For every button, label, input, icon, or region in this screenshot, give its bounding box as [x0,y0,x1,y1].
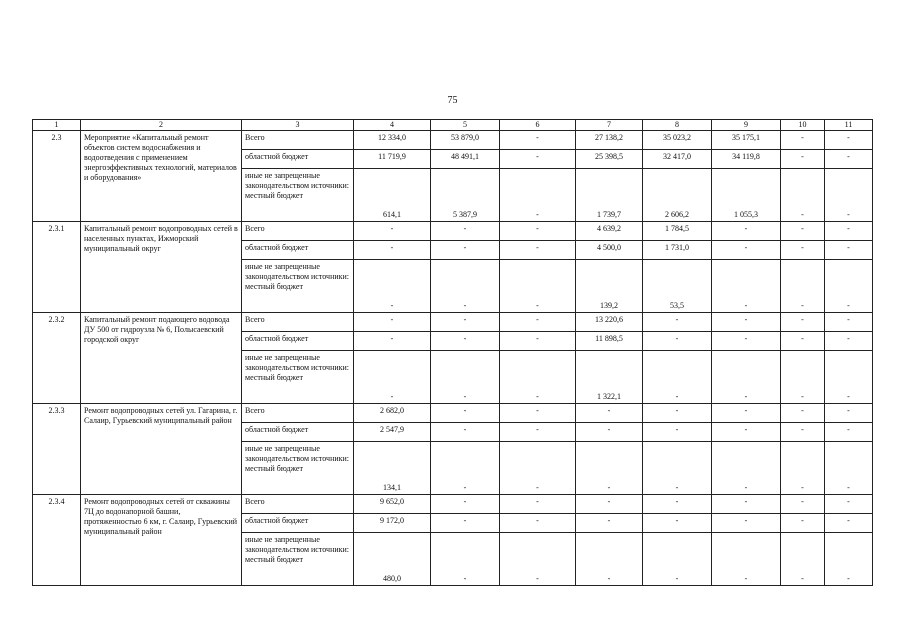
value-cell [500,533,576,586]
value-cell [712,313,781,332]
value-cell [354,442,431,495]
value-text: 1 055,3 [734,210,758,219]
value-cell [712,222,781,241]
value-cell [500,260,576,313]
value-text: - [536,301,539,310]
value-cell [712,423,781,442]
value-cell [500,351,576,404]
value-text: - [744,483,748,492]
value-cell [825,332,873,351]
column-header: 8 [643,120,712,131]
value-cell [431,260,500,313]
funding-source: иные не запрещенные законодательством источники: местный бюджет [242,169,354,222]
value-text: 35 175,1 [732,133,760,142]
value-cell [500,131,576,150]
value-cell [825,423,873,442]
value-text: 134,1 [383,483,401,492]
column-header: 11 [825,120,873,131]
value-text: - [463,243,467,252]
value-cell [354,533,431,586]
value-cell [354,351,431,404]
value-text: - [463,334,467,343]
value-cell [354,169,431,222]
value-cell [781,313,825,332]
value-text: - [847,210,850,219]
value-cell [431,404,500,423]
value-text: - [675,315,679,324]
value-cell [500,241,576,260]
value-text: - [536,334,539,343]
value-cell [643,533,712,586]
value-cell [431,169,500,222]
value-text: 1 322,1 [597,392,621,401]
value-text: - [744,334,748,343]
table-row [33,404,873,423]
value-cell [354,514,431,533]
value-text: - [744,497,748,506]
funding-source: Всего [242,495,354,514]
value-cell [781,131,825,150]
value-cell [712,260,781,313]
value-cell [712,332,781,351]
value-cell [781,260,825,313]
value-text: - [463,483,467,492]
column-header-row [33,120,873,131]
value-text: - [801,152,804,161]
value-text: - [744,406,748,415]
value-cell [576,423,643,442]
value-text: 2 547,9 [380,425,404,434]
value-cell [500,222,576,241]
value-cell [354,313,431,332]
funding-source: иные не запрещенные законодательством источники: местный бюджет [242,533,354,586]
value-cell [712,442,781,495]
value-text: 35 023,2 [663,133,691,142]
value-text: - [536,483,539,492]
value-text: 32 417,0 [663,152,691,161]
value-text: 53 879,0 [451,133,479,142]
value-text: - [744,243,748,252]
value-text: 11 719,9 [378,152,406,161]
value-text: - [847,334,850,343]
table-row [33,131,873,150]
funding-source: иные не запрещенные законодательством источники: местный бюджет [242,260,354,313]
value-text: - [847,315,850,324]
funding-source: иные не запрещенные законодательством источники: местный бюджет [242,442,354,495]
value-text: - [744,516,748,525]
value-cell [643,514,712,533]
value-cell [712,404,781,423]
funding-source: областной бюджет [242,423,354,442]
table-body [33,120,873,586]
value-text: - [801,497,804,506]
value-text: - [675,574,679,583]
value-text: - [847,243,850,252]
item-code: 2.3 [33,131,81,222]
value-cell [500,514,576,533]
value-cell [643,150,712,169]
value-cell [825,241,873,260]
value-text: - [463,392,467,401]
value-cell [825,222,873,241]
value-cell [576,313,643,332]
value-text: - [801,574,804,583]
value-text: - [607,574,611,583]
value-text: 2 682,0 [380,406,404,415]
value-cell [431,495,500,514]
value-text: - [675,425,679,434]
table-row [33,313,873,332]
value-text: - [463,315,467,324]
value-cell [500,495,576,514]
value-text: - [847,425,850,434]
page-number: 75 [447,95,458,106]
value-text: - [801,210,804,219]
value-cell [712,169,781,222]
budget-table [32,119,873,586]
value-cell [643,332,712,351]
value-text: - [847,392,850,401]
value-cell [712,241,781,260]
funding-source: областной бюджет [242,332,354,351]
column-header: 10 [781,120,825,131]
value-cell [354,495,431,514]
value-cell [781,332,825,351]
value-cell [712,131,781,150]
item-name: Ремонт водопроводных сетей от скважины 7Ц до водонапорной башни, протяженностью 6 км, г. Салаир, Гурьевский муниципальный район [81,495,242,586]
value-text: - [744,392,748,401]
value-text: - [536,133,539,142]
value-cell [354,332,431,351]
value-cell [500,332,576,351]
value-cell [431,150,500,169]
value-text: - [801,392,804,401]
value-cell [643,241,712,260]
value-text: - [801,516,804,525]
value-text: - [607,497,611,506]
value-text: - [536,243,539,252]
value-text: - [801,133,804,142]
value-text: - [536,224,539,233]
value-text: - [390,243,394,252]
value-cell [431,222,500,241]
value-cell [643,222,712,241]
value-text: - [847,483,850,492]
value-text: - [463,516,467,525]
value-cell [354,222,431,241]
value-text: - [744,224,748,233]
value-cell [576,442,643,495]
value-text: - [675,406,679,415]
value-text: - [847,152,850,161]
value-cell [643,351,712,404]
column-header: 4 [354,120,431,131]
value-cell [825,514,873,533]
value-cell [825,533,873,586]
value-text: 1 731,0 [665,243,689,252]
value-text: 480,0 [383,574,401,583]
value-text: 139,2 [600,301,618,310]
value-text: 1 784,5 [665,224,689,233]
funding-source: Всего [242,131,354,150]
value-text: - [536,406,539,415]
value-cell [576,495,643,514]
value-cell [825,260,873,313]
value-text: 2 606,2 [665,210,689,219]
column-header: 9 [712,120,781,131]
value-text: - [801,301,804,310]
value-text: - [607,425,611,434]
value-text: - [801,224,804,233]
value-text: 53,5 [670,301,684,310]
funding-source: областной бюджет [242,150,354,169]
item-code: 2.3.3 [33,404,81,495]
value-cell [431,332,500,351]
item-name: Мероприятие «Капитальный ремонт объектов систем водоснабжения и водоотведения с применением энергоэффективных технологий, материалов и оборудования» [81,131,242,222]
value-cell [781,241,825,260]
value-text: - [847,406,850,415]
value-text: - [744,574,748,583]
value-cell [431,442,500,495]
item-name: Ремонт водопроводных сетей ул. Гагарина, г. Салаир, Гурьевский муниципальный район [81,404,242,495]
value-text: 1 739,7 [597,210,621,219]
item-code: 2.3.2 [33,313,81,404]
value-text: - [463,497,467,506]
value-cell [825,351,873,404]
value-cell [712,533,781,586]
value-cell [825,313,873,332]
value-cell [576,169,643,222]
value-cell [500,423,576,442]
value-cell [576,222,643,241]
value-cell [431,351,500,404]
value-text: - [390,334,394,343]
value-cell [431,533,500,586]
value-cell [712,495,781,514]
item-name: Капитальный ремонт подающего водовода ДУ 500 от гидроузла № 6, Полысаевский городской округ [81,313,242,404]
value-cell [781,404,825,423]
value-text: - [536,315,539,324]
value-cell [431,241,500,260]
value-cell [576,351,643,404]
value-text: - [463,224,467,233]
column-header: 1 [33,120,81,131]
value-text: - [536,497,539,506]
value-cell [354,241,431,260]
value-cell [576,332,643,351]
value-text: 9 652,0 [380,497,404,506]
value-text: - [801,334,804,343]
value-text: - [536,516,539,525]
value-cell [643,131,712,150]
table-row [33,495,873,514]
value-text: - [390,392,394,401]
value-cell [431,514,500,533]
value-cell [576,150,643,169]
value-text: 13 220,6 [595,315,623,324]
value-cell [643,169,712,222]
value-text: - [536,152,539,161]
value-text: - [847,574,850,583]
value-text: - [801,425,804,434]
value-text: - [463,406,467,415]
item-name: Капитальный ремонт водопроводных сетей в населенных пунктах, Ижморский муниципальный округ [81,222,242,313]
value-text: - [536,574,539,583]
column-header: 6 [500,120,576,131]
value-cell [354,404,431,423]
value-cell [643,423,712,442]
item-code: 2.3.1 [33,222,81,313]
value-cell [500,404,576,423]
value-text: - [744,425,748,434]
table-row [33,222,873,241]
value-cell [576,404,643,423]
value-text: - [390,224,394,233]
value-text: 48 491,1 [451,152,479,161]
value-cell [712,150,781,169]
value-text: - [847,497,850,506]
value-cell [781,533,825,586]
value-text: 25 398,5 [595,152,623,161]
value-cell [643,260,712,313]
value-cell [354,260,431,313]
column-header: 3 [242,120,354,131]
value-cell [576,131,643,150]
funding-source: Всего [242,404,354,423]
value-cell [781,442,825,495]
value-cell [500,442,576,495]
value-text: - [607,483,611,492]
value-cell [825,169,873,222]
value-cell [781,222,825,241]
value-text: - [744,315,748,324]
value-cell [431,423,500,442]
value-cell [643,404,712,423]
funding-source: Всего [242,313,354,332]
value-cell [576,260,643,313]
column-header: 5 [431,120,500,131]
value-text: - [675,392,679,401]
value-cell [781,351,825,404]
value-cell [576,533,643,586]
value-text: - [463,574,467,583]
value-cell [576,241,643,260]
value-cell [431,313,500,332]
value-text: 11 898,5 [595,334,623,343]
value-cell [643,442,712,495]
value-text: 34 119,8 [732,152,760,161]
value-cell [712,351,781,404]
value-text: - [607,516,611,525]
value-text: 614,1 [383,210,401,219]
value-text: 4 639,2 [597,224,621,233]
value-cell [500,313,576,332]
funding-source: областной бюджет [242,514,354,533]
value-cell [431,131,500,150]
value-cell [354,423,431,442]
value-cell [781,169,825,222]
value-cell [712,514,781,533]
value-text: - [847,301,850,310]
value-text: 5 387,9 [453,210,477,219]
funding-source: иные не запрещенные законодательством источники: местный бюджет [242,351,354,404]
value-text: - [801,315,804,324]
value-cell [825,131,873,150]
funding-source: Всего [242,222,354,241]
value-text: 12 334,0 [378,133,406,142]
value-cell [500,150,576,169]
value-text: - [744,301,748,310]
value-text: - [847,133,850,142]
value-cell [781,495,825,514]
value-text: - [463,301,467,310]
value-text: 4 500,0 [597,243,621,252]
value-text: - [607,406,611,415]
value-text: 9 172,0 [380,516,404,525]
item-code: 2.3.4 [33,495,81,586]
value-cell [825,404,873,423]
value-cell [500,169,576,222]
value-cell [825,442,873,495]
value-text: - [801,483,804,492]
value-text: - [390,315,394,324]
value-text: - [536,425,539,434]
value-cell [781,423,825,442]
value-text: - [675,334,679,343]
value-cell [643,495,712,514]
value-cell [354,150,431,169]
value-text: - [536,210,539,219]
column-header: 7 [576,120,643,131]
value-cell [781,514,825,533]
value-text: - [675,516,679,525]
value-text: - [801,406,804,415]
value-text: - [801,243,804,252]
value-text: - [675,483,679,492]
value-cell [354,131,431,150]
value-text: - [536,392,539,401]
funding-source: областной бюджет [242,241,354,260]
value-cell [825,150,873,169]
value-text: 27 138,2 [595,133,623,142]
value-text: - [847,516,850,525]
value-text: - [463,425,467,434]
value-cell [576,514,643,533]
value-text: - [390,301,394,310]
value-cell [643,313,712,332]
value-text: - [847,224,850,233]
value-cell [825,495,873,514]
value-cell [781,150,825,169]
value-text: - [675,497,679,506]
column-header: 2 [81,120,242,131]
